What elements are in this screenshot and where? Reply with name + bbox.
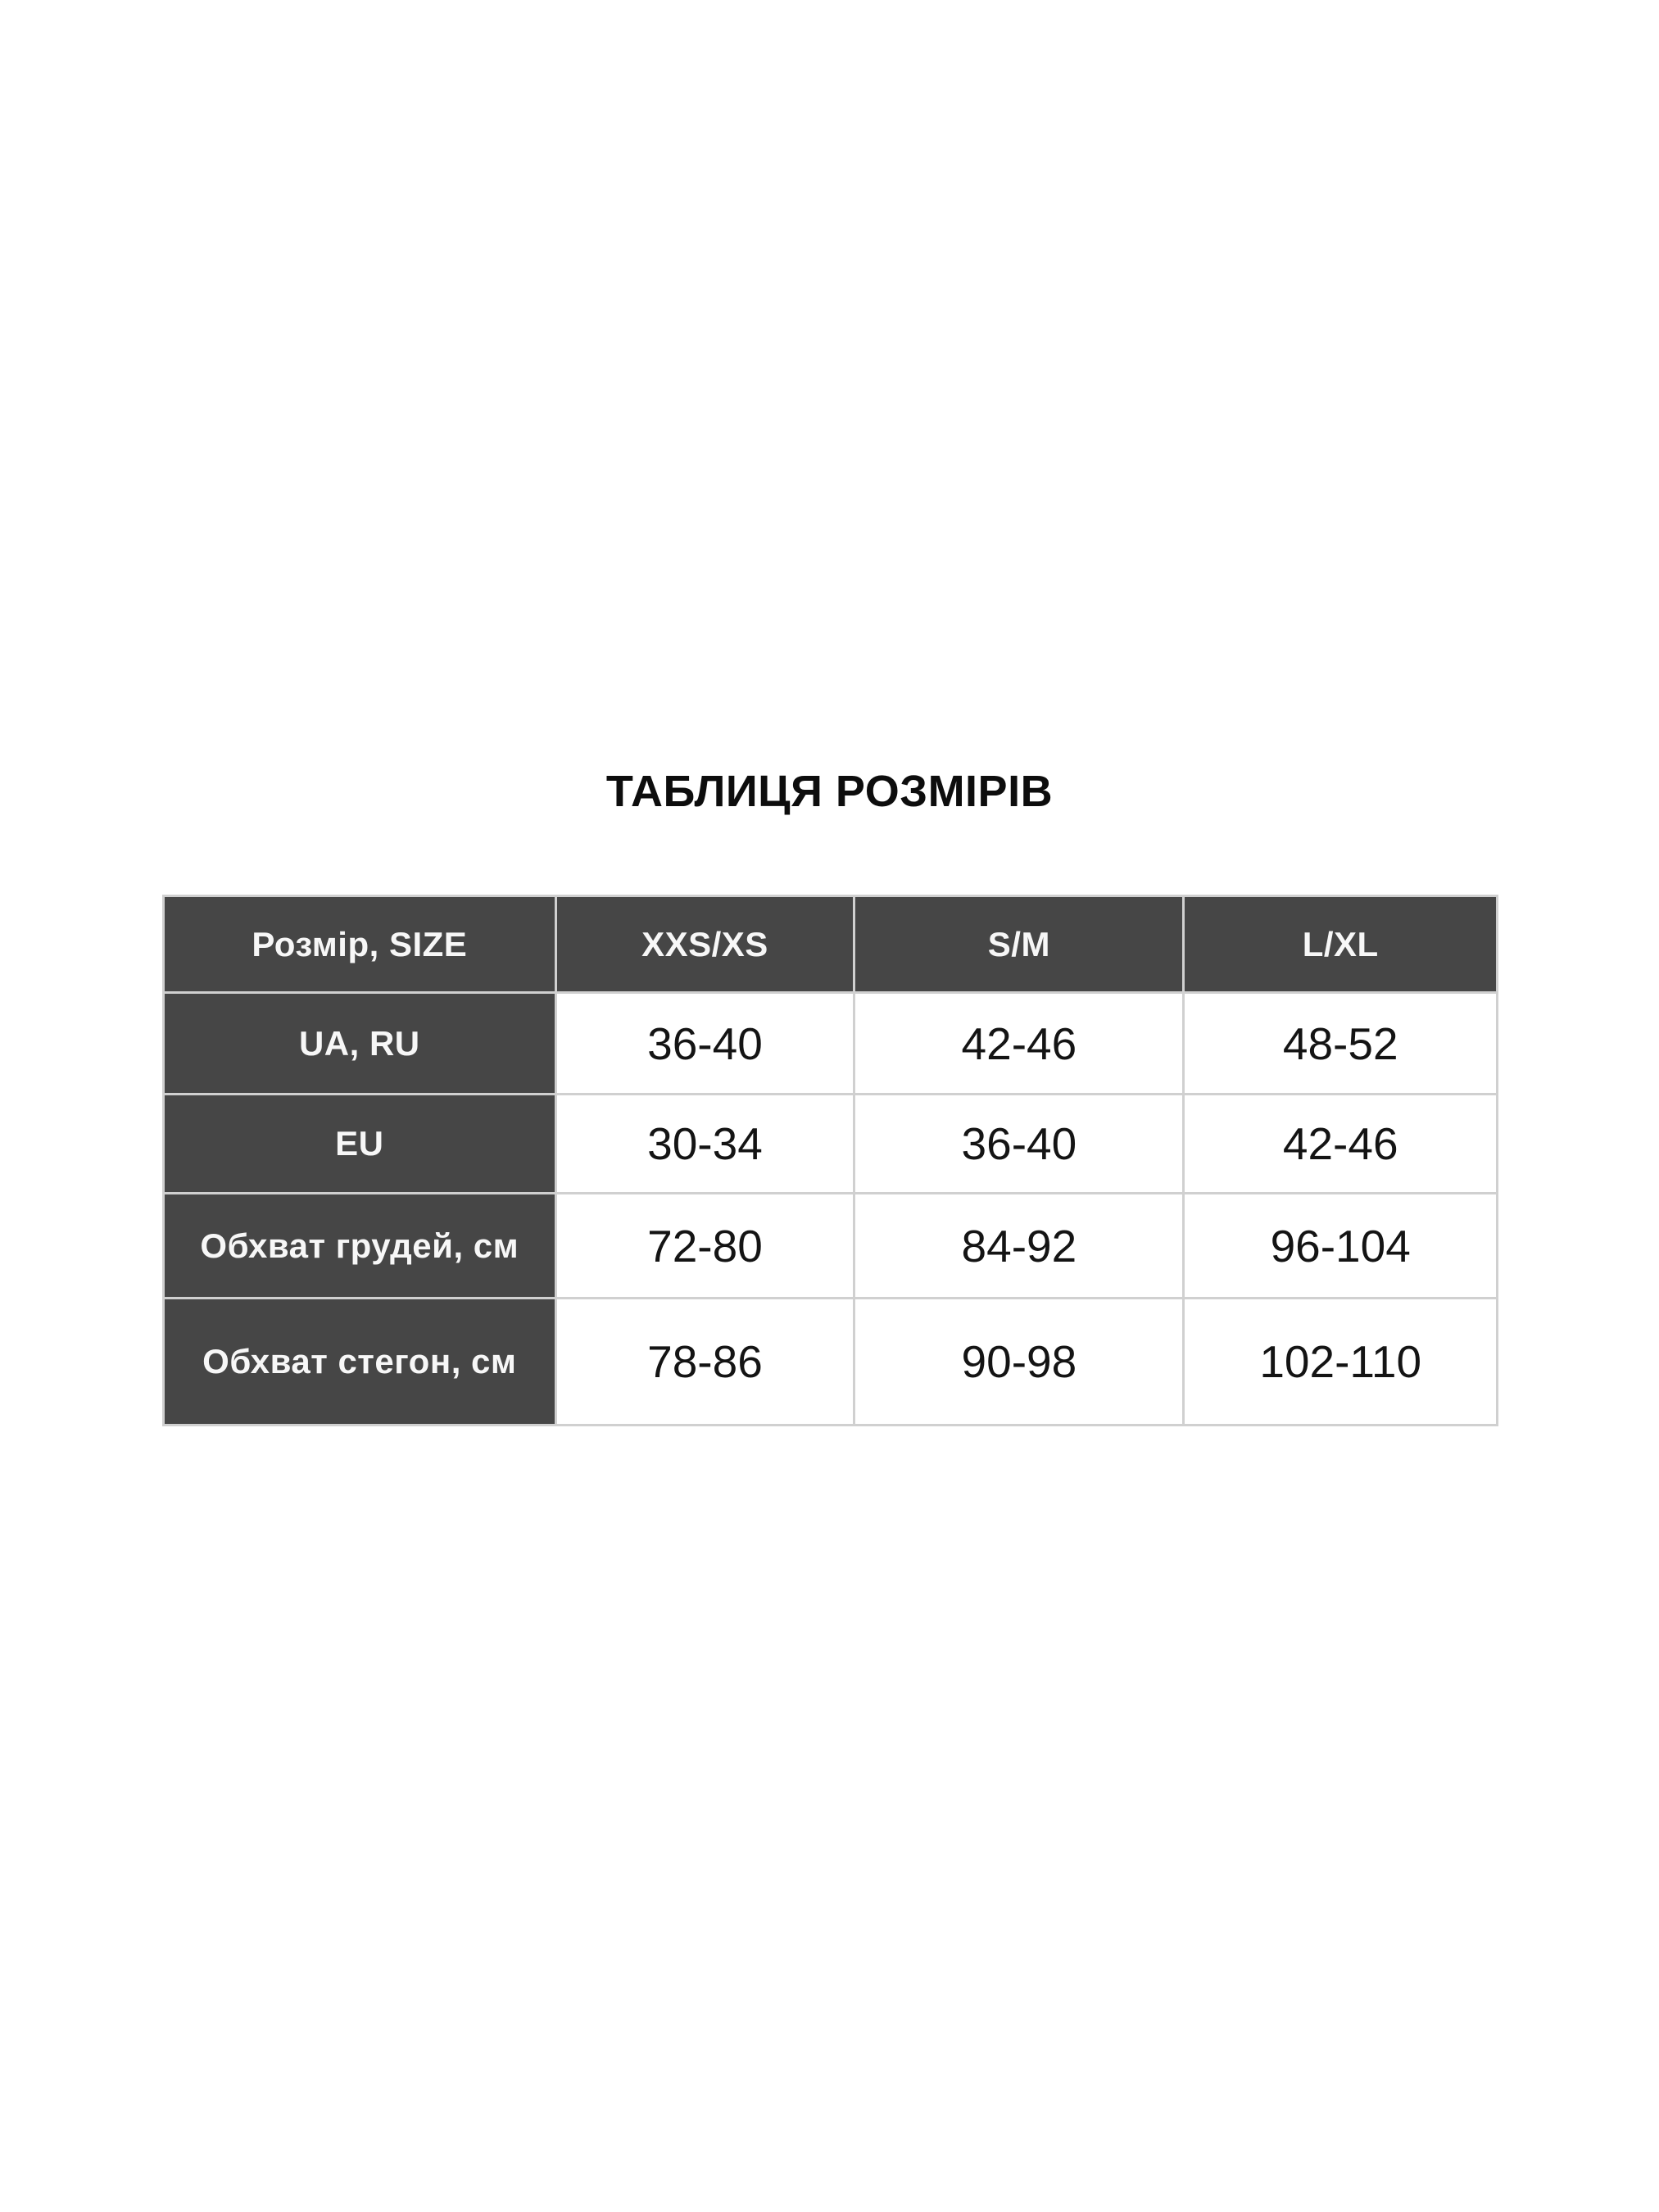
size-table bbox=[162, 895, 1498, 1426]
data-cell: 90-98 bbox=[854, 1299, 1184, 1426]
table-row-eu bbox=[164, 1095, 1498, 1194]
data-cell: 48-52 bbox=[1184, 993, 1498, 1095]
data-cell: 102-110 bbox=[1184, 1299, 1498, 1426]
data-cell: 84-92 bbox=[854, 1194, 1184, 1299]
row-label-ua-ru: UA, RU bbox=[164, 993, 556, 1095]
table-row-ua-ru bbox=[164, 993, 1498, 1095]
row-label-eu: EU bbox=[164, 1095, 556, 1194]
size-table-header-row bbox=[164, 896, 1498, 993]
data-cell: 42-46 bbox=[854, 993, 1184, 1095]
table-row-chest bbox=[164, 1194, 1498, 1299]
row-label-chest: Обхват грудей, см bbox=[164, 1194, 556, 1299]
header-cell-xxs-xs: XXS/XS bbox=[555, 896, 854, 993]
header-cell-l-xl: L/XL bbox=[1184, 896, 1498, 993]
page-title: ТАБЛИЦЯ РОЗМІРІВ bbox=[605, 767, 1054, 816]
data-cell: 72-80 bbox=[555, 1194, 854, 1299]
data-cell: 42-46 bbox=[1184, 1095, 1498, 1194]
data-cell: 36-40 bbox=[854, 1095, 1184, 1194]
data-cell: 96-104 bbox=[1184, 1194, 1498, 1299]
header-cell-s-m: S/M bbox=[854, 896, 1184, 993]
data-cell: 36-40 bbox=[555, 993, 854, 1095]
table-row-hips bbox=[164, 1299, 1498, 1426]
data-cell: 30-34 bbox=[555, 1095, 854, 1194]
row-label-hips: Обхват стегон, см bbox=[164, 1299, 556, 1426]
header-cell-size-label: Розмір, SIZE bbox=[164, 896, 556, 993]
data-cell: 78-86 bbox=[555, 1299, 854, 1426]
